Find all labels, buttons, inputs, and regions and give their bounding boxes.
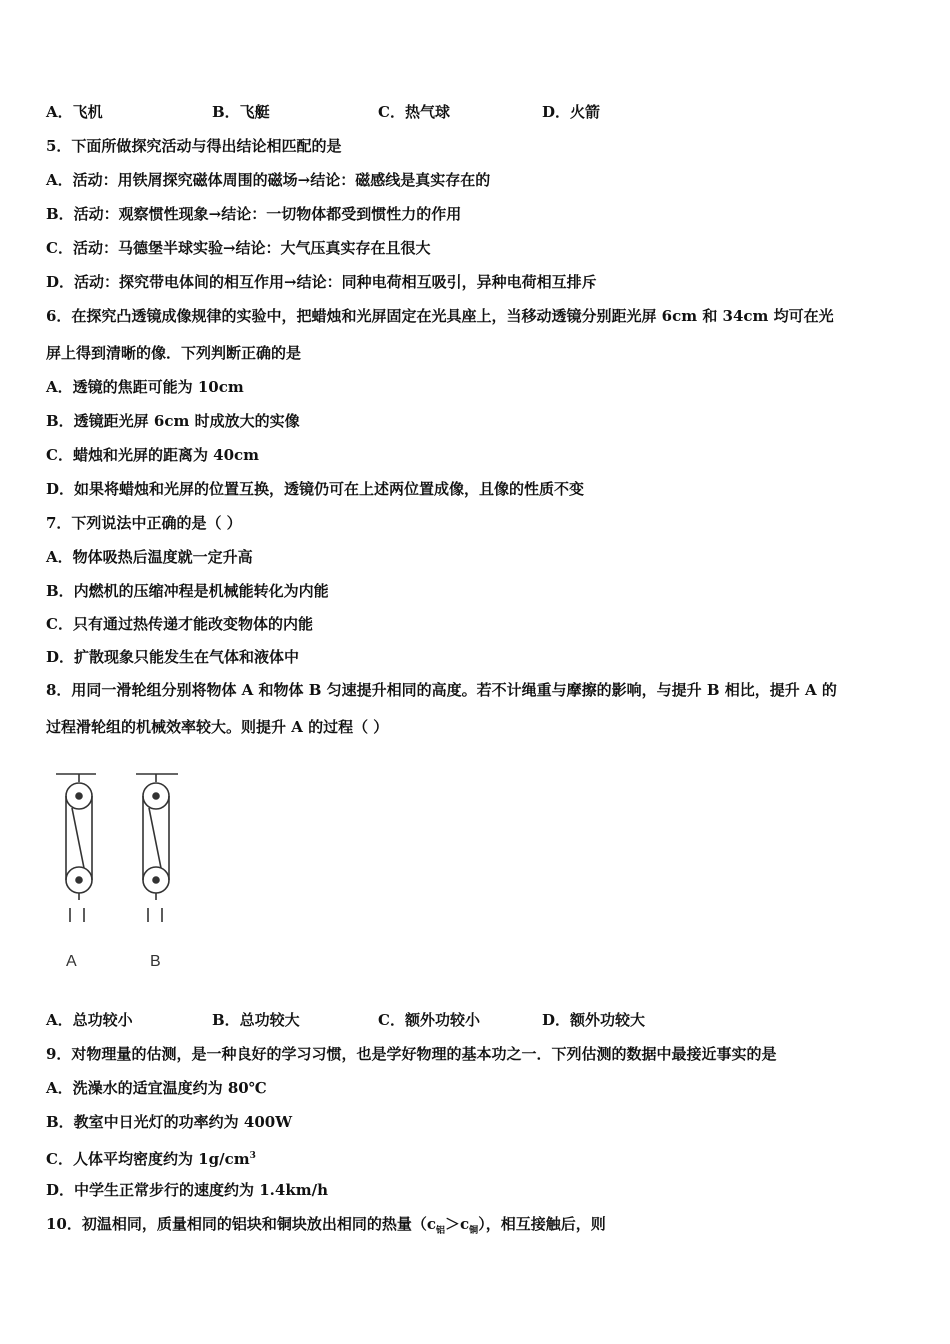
q9-option-c-superscript: 3 xyxy=(249,1151,256,1161)
q6-stem-line2: 屏上得到清晰的像．下列判断正确的是 xyxy=(46,344,302,362)
q10-stem-pre: 10．初温相同，质量相同的铝块和铜块放出相同的热量（c xyxy=(46,1215,437,1233)
q5-option-a: A．活动：用铁屑探究磁体周围的磁场→结论：磁感线是真实存在的 xyxy=(46,171,491,189)
q9-option-a: A．洗澡水的适宜温度约为 80℃ xyxy=(46,1079,267,1097)
q7-stem: 7．下列说法中正确的是（ ） xyxy=(46,514,242,532)
q6-option-b: B．透镜距光屏 6cm 时成放大的实像 xyxy=(46,412,300,430)
q9-option-c xyxy=(46,1146,256,1169)
q4-option-b: B．飞艇 xyxy=(212,103,270,121)
q10-stem-post: ），相互接触后，则 xyxy=(478,1215,606,1233)
q9-option-c-text: C．人体平均密度约为 1g/cm xyxy=(46,1150,250,1168)
q5-option-d: D．活动：探究带电体间的相互作用→结论：同种电荷相互吸引，异种电荷相互排斥 xyxy=(46,273,597,291)
q5-option-c: C．活动：马德堡半球实验→结论：大气压真实存在且很大 xyxy=(46,239,431,257)
q8-option-a: A．总功较小 xyxy=(46,1011,133,1029)
q8-option-d: D．额外功较大 xyxy=(542,1011,646,1029)
figure-label-a: A xyxy=(66,953,77,970)
q6-stem-line1: 6．在探究凸透镜成像规律的实验中，把蜡烛和光屏固定在光具座上，当移动透镜分别距光屏 6cm 和 34cm 均可在光 xyxy=(46,307,834,325)
q9-option-d: D．中学生正常步行的速度约为 1.4km/h xyxy=(46,1181,328,1199)
q10-gt: ＞c xyxy=(445,1215,470,1233)
pulley-system-a xyxy=(56,774,96,922)
q4-option-c: C．热气球 xyxy=(378,103,450,121)
q8-option-c: C．额外功较小 xyxy=(378,1011,480,1029)
figure-label-b: B xyxy=(150,953,161,970)
pulley-system-b xyxy=(136,774,178,922)
q7-option-d: D．扩散现象只能发生在气体和液体中 xyxy=(46,648,300,666)
pulley-diagram xyxy=(46,768,196,978)
q6-option-c: C．蜡烛和光屏的距离为 40cm xyxy=(46,446,260,464)
q6-option-d: D．如果将蜡烛和光屏的位置互换，透镜仍可在上述两位置成像，且像的性质不变 xyxy=(46,480,585,498)
q9-option-b: B．教室中日光灯的功率约为 400W xyxy=(46,1113,293,1131)
q7-option-c: C．只有通过热传递才能改变物体的内能 xyxy=(46,615,313,633)
q4-option-d: D．火箭 xyxy=(542,103,601,121)
q5-stem: 5．下面所做探究活动与得出结论相匹配的是 xyxy=(46,137,342,155)
q8-stem-line2: 过程滑轮组的机械效率较大。则提升 A 的过程（ ） xyxy=(46,718,389,736)
q10-sub-cu: 铜 xyxy=(469,1226,479,1236)
q9-stem: 9．对物理量的估测，是一种良好的学习习惯，也是学好物理的基本功之一．下列估测的数据中最接近事实的是 xyxy=(46,1045,777,1063)
q5-option-b: B．活动：观察惯性现象→结论：一切物体都受到惯性力的作用 xyxy=(46,205,462,223)
q10-sub-al: 铝 xyxy=(436,1226,446,1236)
q4-option-a: A．飞机 xyxy=(46,103,103,121)
q8-stem-line1: 8．用同一滑轮组分别将物体 A 和物体 B 匀速提升相同的高度。若不计绳重与摩擦的影响，与提升 B 相比，提升 A 的 xyxy=(46,681,837,699)
q7-option-a: A．物体吸热后温度就一定升高 xyxy=(46,548,253,566)
q7-option-b: B．内燃机的压缩冲程是机械能转化为内能 xyxy=(46,582,329,600)
q10-stem xyxy=(46,1214,606,1241)
pulley-figure xyxy=(46,768,196,978)
q6-option-a: A．透镜的焦距可能为 10cm xyxy=(46,378,244,396)
q8-option-b: B．总功较大 xyxy=(212,1011,300,1029)
